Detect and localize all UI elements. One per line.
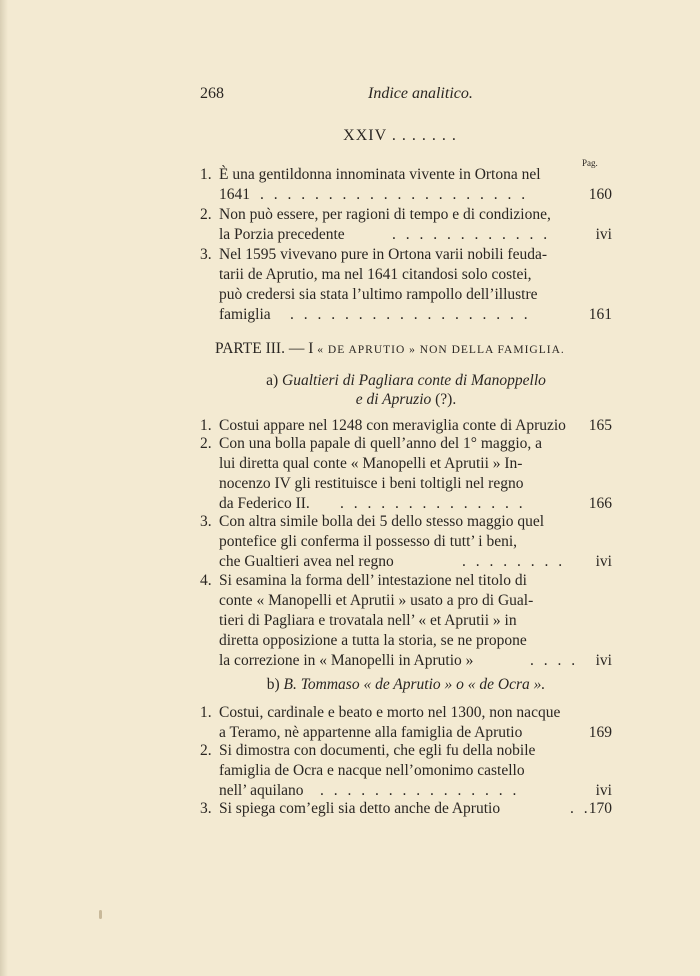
page-ref: 169 <box>588 724 612 741</box>
subsection-a-heading-line2: e di Apruzio (?). <box>355 391 457 408</box>
page-ref: ivi <box>595 782 612 799</box>
subsection-a-heading: a) Gualtieri di Pagliara conte di Manoppello <box>266 372 546 389</box>
part-title: PARTE III. — I « DE APRUTIO » NON DELLA FAMIGLIA. <box>215 340 565 357</box>
page-ref: ivi <box>595 652 612 669</box>
page-ref: 170 <box>588 800 612 817</box>
page-ref: 165 <box>588 417 612 434</box>
paper-spot <box>99 910 102 919</box>
page-ref: 166 <box>588 495 612 512</box>
section-title: XXIV . . . . . . . <box>343 127 457 144</box>
page-number: 268 <box>200 85 224 102</box>
page-edge <box>0 0 8 976</box>
page-ref: 160 <box>588 186 612 203</box>
page-ref: 161 <box>588 306 612 323</box>
page-ref: ivi <box>595 553 612 570</box>
subsection-b-heading: b) B. Tommaso « de Aprutio » o « de Ocra ». <box>266 676 546 693</box>
page-ref: ivi <box>595 226 612 243</box>
running-header <box>200 85 600 107</box>
pag-label: Pag. <box>582 158 598 168</box>
running-title: Indice analitico. <box>368 85 473 102</box>
